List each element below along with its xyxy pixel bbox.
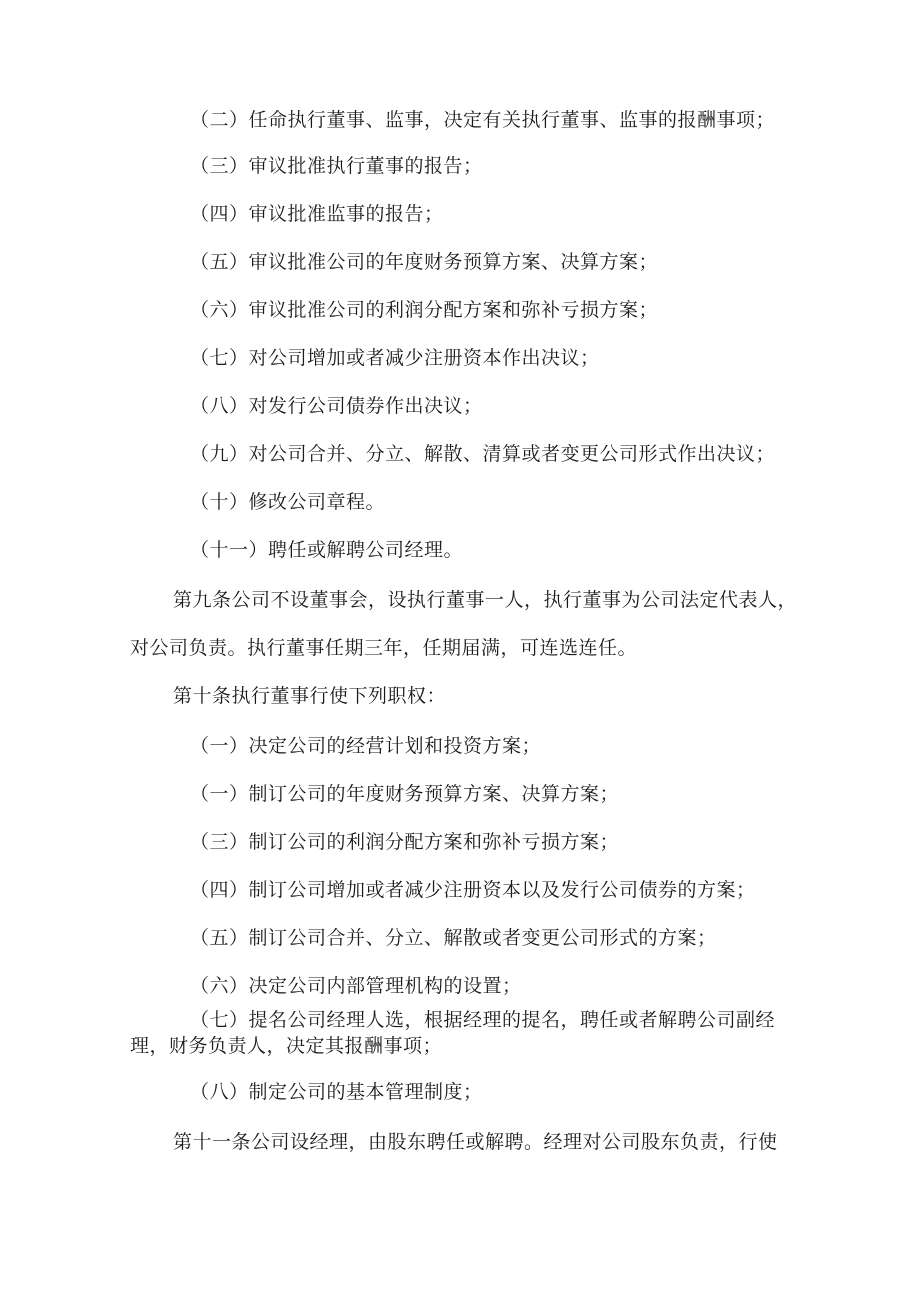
item-10: （十）修改公司章程。 [190, 491, 386, 513]
article-10-item-1: （一）决定公司的经营计划和投资方案； [190, 735, 542, 757]
item-2: （二）任命执行董事、监事，决定有关执行董事、监事的报酬事项； [190, 109, 776, 131]
item-7: （七）对公司增加或者减少注册资本作出决议； [190, 347, 600, 369]
article-10-item-3: （三）制订公司的利润分配方案和弥补亏损方案； [190, 831, 620, 853]
item-8: （八）对发行公司债券作出决议； [190, 395, 483, 417]
article-10-item-8: （八）制定公司的基本管理制度； [190, 1081, 483, 1103]
article-10-item-6: （六）决定公司内部管理机构的设置； [190, 975, 522, 997]
article-10-item-4: （四）制订公司增加或者减少注册资本以及发行公司债券的方案； [190, 879, 756, 901]
article-11-line-1: 第十一条公司设经理，由股东聘任或解聘。经理对公司股东负责，行使 [173, 1131, 778, 1153]
article-10-heading: 第十条执行董事行使下列职权： [173, 685, 447, 707]
item-4: （四）审议批准监事的报告； [190, 203, 444, 225]
item-5: （五）审议批准公司的年度财务预算方案、决算方案； [190, 251, 659, 273]
item-3: （三）审议批准执行董事的报告； [190, 155, 483, 177]
article-10-item-7-line-1: （七）提名公司经理人选，根据经理的提名，聘任或者解聘公司副经 [190, 1009, 776, 1031]
item-11: （十一）聘任或解聘公司经理。 [190, 539, 464, 561]
article-10-item-2: （一）制订公司的年度财务预算方案、决算方案； [190, 783, 620, 805]
item-6: （六）审议批准公司的利润分配方案和弥补亏损方案； [190, 299, 659, 321]
article-10-item-5: （五）制订公司合并、分立、解散或者变更公司形式的方案； [190, 927, 717, 949]
article-9-line-2: 对公司负责。执行董事任期三年，任期届满，可连选连任。 [130, 637, 638, 659]
article-10-item-7-line-2: 理，财务负责人，决定其报酬事项； [130, 1035, 443, 1057]
article-9-line-1: 第九条公司不设董事会，设执行董事一人，执行董事为公司法定代表人， [173, 589, 798, 611]
item-9: （九）对公司合并、分立、解散、清算或者变更公司形式作出决议； [190, 443, 776, 465]
